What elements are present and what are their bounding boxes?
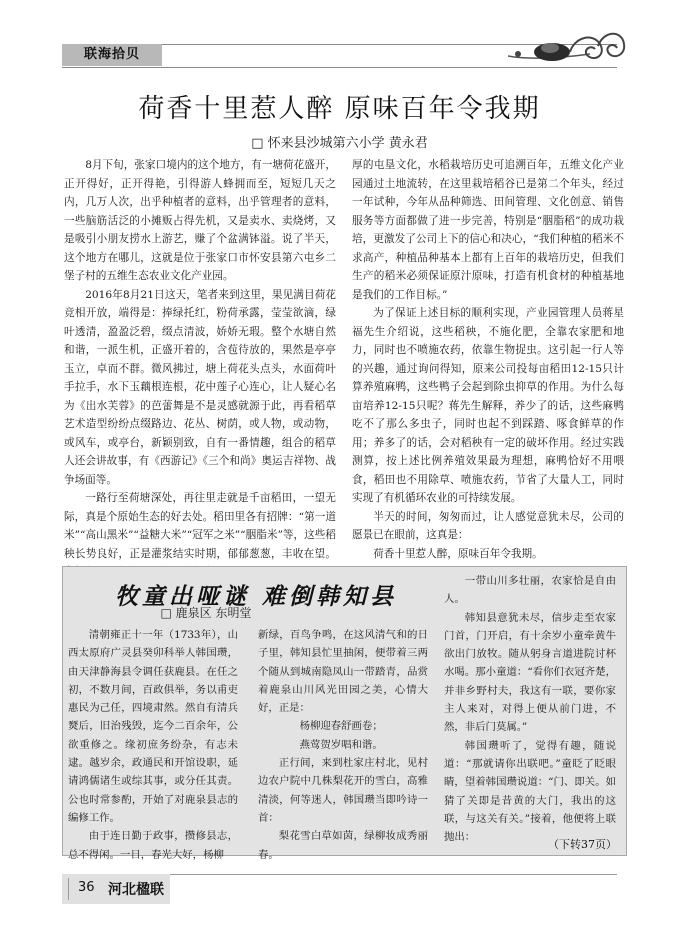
paragraph: 清朝雍正十一年（1733年），山西太原府广灵县癸卯科举人韩国瓒，由天津静海县令调任获鹿县。在任之初，不数月间，百政俱举，务以甫吏惠民为己任，四境肃然。然自有清兵燹后，旧治残毁，迄今二百余年，公欲重修之。缘初庶务纷杂，有志未逮。越岁余，政通民和开馆设职，延请鸿儒诸生或综其事，或分任其责。公也时常参酌，开始了对鹿泉县志的编修工作。 [68, 629, 238, 824]
closing-couplet: 荷香十里惹人醉，原味百年令我期。 [373, 547, 543, 560]
article-column-left [64, 156, 336, 558]
boxed-column-1 [68, 626, 238, 861]
couplet-line: 杨柳迎春舒画卷； [299, 720, 383, 733]
article-title: 荷香十里惹人醉 原味百年令我期 [138, 94, 541, 124]
boxed-article-byline: □ 鹿泉区 东明堂 [160, 606, 252, 620]
decorative-ornament-icon [500, 24, 630, 72]
poem-line: 一带山川多壮丽，农家恰是自由人。 [444, 575, 616, 606]
magazine-name: 河北楹联 [108, 882, 164, 898]
article-column-right [352, 156, 624, 558]
article-byline: □ 怀来县沙城第六小学 黄永君 [251, 136, 428, 151]
paragraph: 新绿，百鸟争鸣，在这风清气和的日子里，韩知县忙里抽闲，便带着三两个随从到城南隐凤山一带踏青，品赏着鹿泉山川风光田园之美，心情大好，正是： [258, 629, 428, 715]
paragraph: 一路行至荷塘深处，再往里走就是千亩稻田，一望无际，真是个原始生态的好去处。稻田里各有招牌：“第一道米”“高山黑米”“益糖大米”“冠军之米”“胭脂米”等，这些稻秧长势良好，正是灌浆结实时期，郁郁葱葱，丰收在望。 [64, 492, 336, 560]
paragraph: 厚的屯垦文化，水稻栽培历史可追溯百年，五维文化产业园通过土地流转，在这里栽培稻谷已是第二个年头，经过一年试种，今年从品种筛选、田间管理、文化创意、销售服务等方面都做了进一步完善，特别是“胭脂稻”的成功栽培，更激发了公司上下的信心和决心，“我们种植的稻米不求高产，种植品种基本上都有上百年的栽培历史，但我们生产的稻米必须保证原汁原味，打造有机食材的种植基地是我们的工作目标。” [352, 159, 624, 301]
boxed-article-title: 牧童出哑谜 难倒韩知县 [114, 583, 397, 610]
section-label: 联海拾贝 [62, 44, 162, 66]
page-number: 36 [78, 880, 95, 895]
footer-divider [68, 878, 69, 900]
paragraph: 韩国瓒听了，觉得有趣，随说道：“那就请你出联吧。”童眨了眨眼睛，望着韩国瓒说道：“门、即关。如猜了关即是昔黄的大门，我出的这联，与这关有关。”接着，他便将上联抛出： [444, 739, 616, 844]
paragraph: 韩知县意犹未尽，信步走至农家门首，门开启，有十余岁小童牵黄牛欲出门放牧。随从躬身言道进院讨杯水喝。那小童道：“看你们衣冠齐楚，并非乡野村夫，我这有一联，要你家主人来对，对得上便从前门进，不然，非后门莫属。” [444, 611, 616, 734]
paragraph: 8月下旬，张家口境内的这个地方，有一塘荷花盛开，正开得好，正开得艳，引得游人蜂拥而至，短短几天之内，几万人次，出乎种植者的意料，出乎管理者的意料，一些脑筋活泛的小摊贩占得先机，又是卖水、卖烧烤，又是吸引小朋友捞水上游艺，赚了个盆满钵溢。说了半天，这个地方在哪儿，这就是位于张家口市怀安县第六屯乡二堡子村的五维生态农业文化产业园。 [64, 159, 336, 282]
continued-note: （下转37页） [548, 838, 617, 851]
paragraph: 半天的时间，匆匆而过，让人感觉意犹未尽，公司的愿景已在眼前，这真是： [352, 510, 624, 541]
paragraph: 由于连日勤于政事，攒修县志，总不得闲。一日，春光大好，杨柳 [68, 830, 238, 861]
paragraph: 正行间，来到杜家庄村北，见村边农户院中几株梨花开的雪白，高雅清淡，何等迷人，韩国瓒当即吟诗一首： [258, 757, 428, 824]
couplet-line: 燕莺贺岁唱和谐。 [299, 738, 383, 751]
paragraph: 2016年8月21日这天，笔者来到这里，果见满目荷花竞相开放，端得是：捧绿托红，粉荷承露，莹莹欲滴，绿叶透清，盈盈泛碧，缀点清波，娇娇无瑕。整个水塘自然和谐，一派生机，正盛开着的，含苞待放的，果然是亭亭玉立，卓而不群。微风拂过，塘上荷花头点头，水面荷叶手拉手，水下玉藕根连根，花中莲子心连心，让人疑心名为《出水芙蓉》的芭蕾舞是不是灵感就源于此，再看稻草艺术造型纷纷点缀路边、花丛、树荫，或人物，或动物，或风车，或亭台，新颖别致，自有一番情趣，组合的稻草人还会讲故事，有《西游记》《三个和尚》奥运吉祥物、战争场面等。 [64, 288, 336, 486]
paragraph: 为了保证上述目标的顺利实现，产业园管理人员蒋星福先生介绍说，这些稻秧，不施化肥，全靠农家肥和地力，同时也不喷施农药，依靠生物捉虫。这引起一行人等的兴趣，通过询问得知，原来公司投每亩稻田12-15只计算养殖麻鸭，这些鸭子会起到除虫抑草的作用。为什么每亩培养12-15只呢？蒋先生解释，养少了的话，这些麻鸭吃不了那么多虫子，同时也起不到踩踏、啄食鲜草的作用；养多了的话，会对稻秧有一定的破坏作用。经过实践测算，按上述比例养殖效果最为理想，麻鸭恰好不用喂食，稻田也不用除草、喷施农药，节省了大量人工，同时实现了有机循环农业的可持续发展。 [352, 307, 624, 504]
boxed-column-3 [444, 572, 616, 844]
poem-line: 梨花雪白草如茵，绿柳妆成秀丽春。 [258, 830, 428, 861]
boxed-column-2 [258, 626, 428, 861]
